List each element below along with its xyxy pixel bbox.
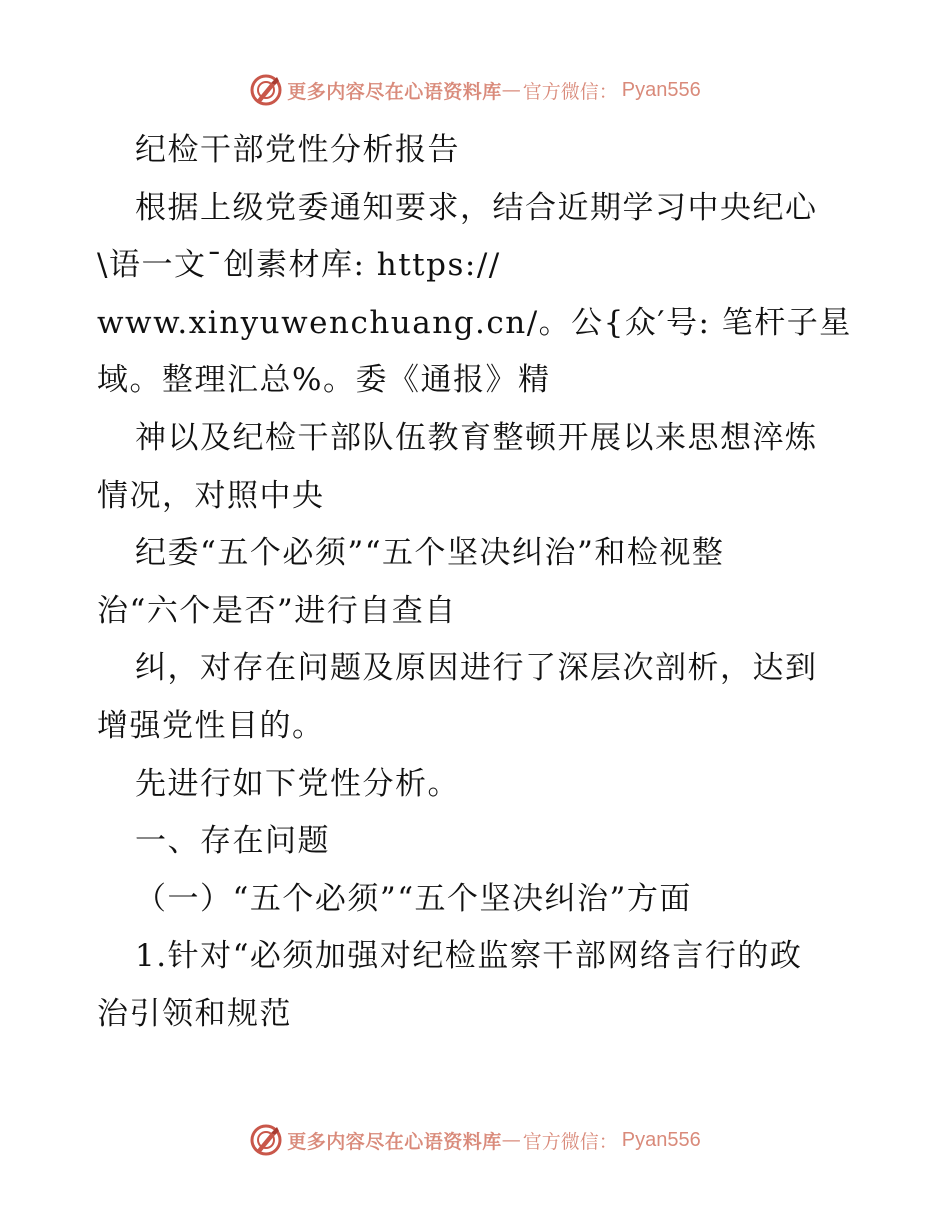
banner-wechat-id: Pyan556 [621,1128,701,1151]
paragraph-line: 域。整理汇总%。委《通报》精 [97,362,551,399]
subsection-heading: （一）“五个必须”“五个坚决纠治”方面 [135,880,692,917]
banner-wechat-id: Pyan556 [621,78,701,101]
paragraph-line: 根据上级党委通知要求，结合近期学习中央纪心 [135,189,818,226]
document-body [97,122,857,1044]
banner-wechat-label: 官方微信： [522,80,618,103]
document-title: 纪检干部党性分析报告 [135,132,460,168]
section-heading: 一、存在问题 [135,823,330,860]
banner-main-text: 更多内容尽在心语资料库 [287,1130,502,1153]
paragraph-line: 情况，对照中央 [97,477,325,514]
paragraph-line: 治引领和规范 [97,995,292,1032]
footer-banner [0,1120,950,1160]
header-banner [0,70,950,110]
paragraph-line: 纪委“五个必须”“五个坚决纠治”和检视整 [135,535,725,572]
paragraph-line: www.xinyuwenchuang.cn/。公{众′号: 笔杆子星 [97,304,852,341]
paragraph-line: 1.针对“必须加强对纪检监察干部网络言行的政 [135,938,803,975]
paragraph-line: 先进行如下党性分析。 [135,765,460,802]
paragraph-line: 治“六个是否”进行自查自 [97,592,457,629]
banner-separator: — [501,79,521,101]
banner-separator: — [501,1129,521,1151]
circular-quill-logo-icon [249,73,283,107]
paragraph-line: 神以及纪检干部队伍教育整顿开展以来思想淬炼 [135,419,818,456]
banner-wechat-label: 官方微信： [522,1130,618,1153]
paragraph-line: \语一文¯创素材库: https:// [97,247,501,284]
paragraph-line: 增强党性目的。 [97,707,325,744]
circular-quill-logo-icon [249,1123,283,1157]
banner-main-text: 更多内容尽在心语资料库 [287,80,502,103]
paragraph-line: 纠，对存在问题及原因进行了深层次剖析，达到 [135,650,818,687]
